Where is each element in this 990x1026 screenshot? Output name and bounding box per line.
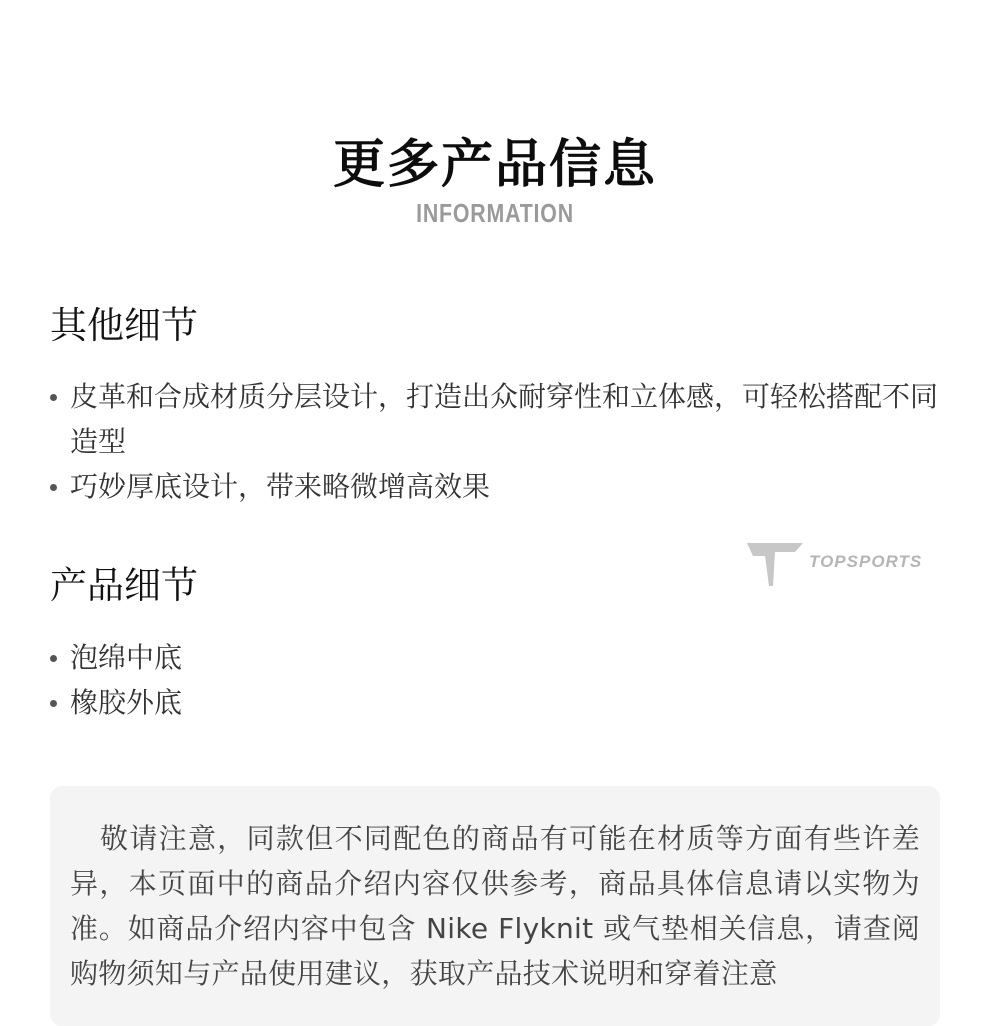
product-details-list: [50, 635, 950, 725]
list-item: 皮革和合成材质分层设计，打造出众耐穿性和立体感，可轻松搭配不同造型: [50, 374, 950, 464]
notice-box: [50, 786, 940, 1026]
page-subtitle: INFORMATION: [416, 198, 574, 228]
page-title: 更多产品信息: [332, 135, 657, 195]
list-item: 橡胶外底: [50, 680, 950, 725]
topsports-logo-icon: [745, 540, 805, 590]
list-item: 巧妙厚底设计，带来略微增高效果: [50, 464, 950, 509]
watermark-text: TOPSPORTS: [809, 552, 923, 571]
notice-text: 敬请注意，同款但不同配色的商品有可能在材质等方面有些许差异，本页面中的商品介绍内容仅供参考，商品具体信息请以实物为准。如商品介绍内容中包含 Nike Flyknit 或气垫相关信息，请查阅购物须知与产品使用建议，获取产品技术说明和穿着注意: [70, 822, 920, 990]
section-heading-other-details: 其他细节: [50, 304, 198, 347]
section-heading-product-details: 产品细节: [50, 564, 198, 607]
list-item: 泡绵中底: [50, 635, 950, 680]
topsports-watermark: [745, 540, 935, 590]
other-details-list: [50, 374, 950, 509]
